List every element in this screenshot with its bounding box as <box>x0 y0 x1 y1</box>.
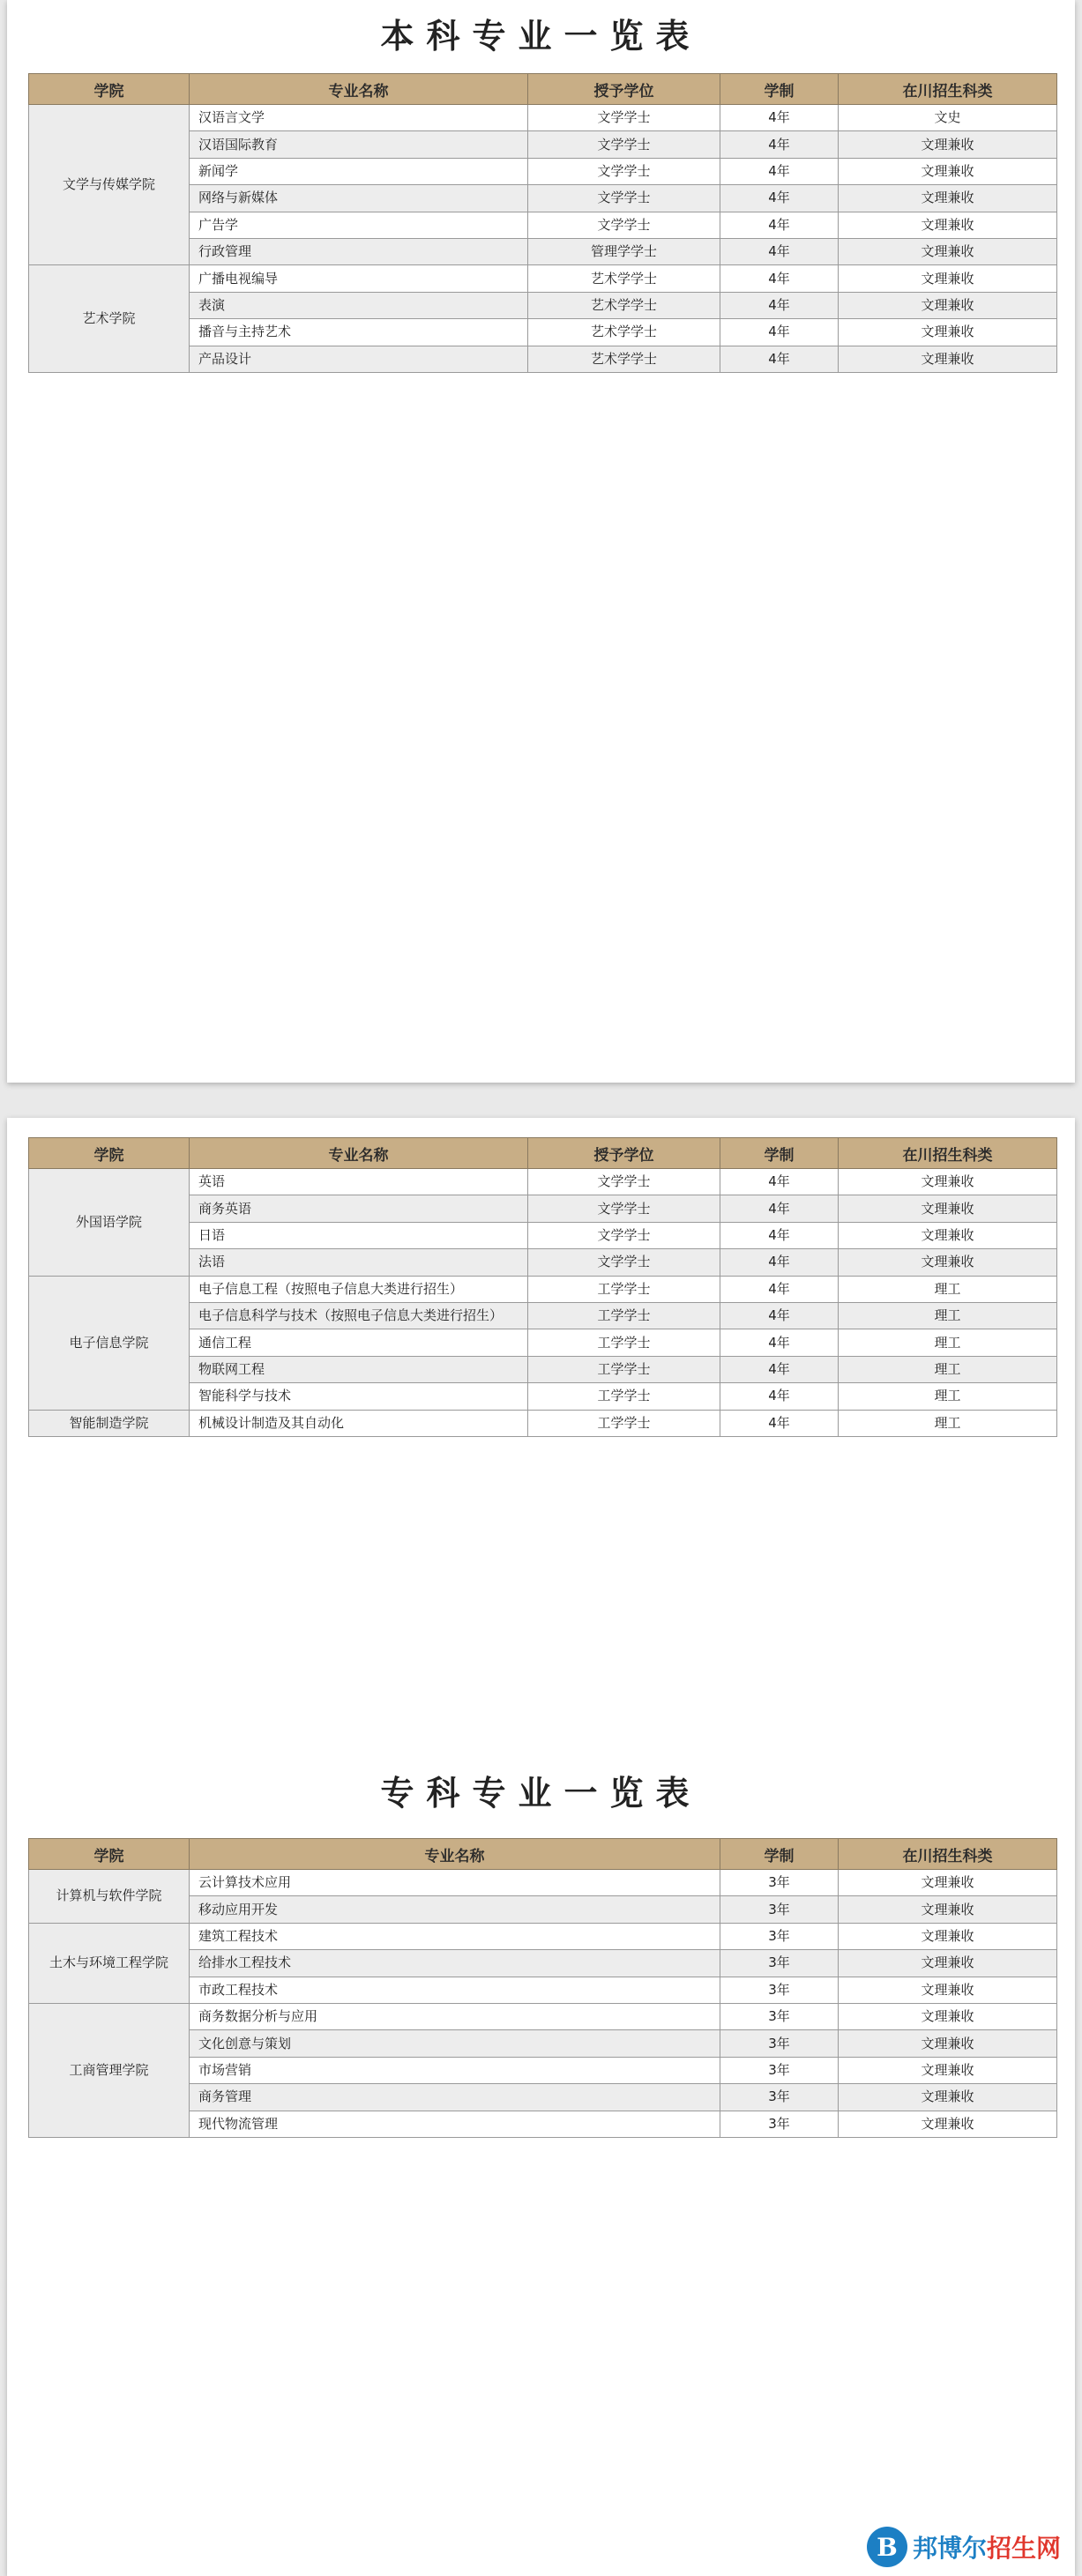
major-cell: 智能科学与技术 <box>190 1383 528 1410</box>
major-cell: 市政工程技术 <box>190 1977 720 2003</box>
category-cell: 文理兼收 <box>839 319 1057 346</box>
category-cell: 文理兼收 <box>839 2003 1057 2029</box>
bachelor-table-1 <box>28 73 1057 373</box>
category-cell: 文理兼收 <box>839 1249 1057 1276</box>
major-cell: 电子信息科学与技术（按照电子信息大类进行招生） <box>190 1302 528 1329</box>
duration-cell: 4年 <box>720 265 839 292</box>
header-degree: 授予学位 <box>528 1138 720 1169</box>
duration-cell: 4年 <box>720 319 839 346</box>
category-cell: 理工 <box>839 1410 1057 1436</box>
category-cell: 文理兼收 <box>839 2111 1057 2137</box>
header-category: 在川招生科类 <box>839 74 1057 105</box>
header-duration: 学制 <box>720 74 839 105</box>
degree-cell: 艺术学学士 <box>528 265 720 292</box>
major-cell: 汉语国际教育 <box>190 131 528 158</box>
category-cell: 文理兼收 <box>839 238 1057 264</box>
degree-cell: 工学学士 <box>528 1410 720 1436</box>
duration-cell: 4年 <box>720 1356 839 1382</box>
bachelor-sheet-1 <box>7 0 1075 1083</box>
degree-cell: 工学学士 <box>528 1329 720 1356</box>
college-cell: 文学与传媒学院 <box>29 105 190 265</box>
college-cell: 计算机与软件学院 <box>29 1870 190 1924</box>
header-college: 学院 <box>29 1138 190 1169</box>
degree-cell: 文学学士 <box>528 1169 720 1195</box>
major-cell: 英语 <box>190 1169 528 1195</box>
category-cell: 文史 <box>839 105 1057 131</box>
category-cell: 文理兼收 <box>839 2084 1057 2111</box>
major-cell: 通信工程 <box>190 1329 528 1356</box>
degree-cell: 文学学士 <box>528 185 720 212</box>
major-cell: 法语 <box>190 1249 528 1276</box>
major-cell: 电子信息工程（按照电子信息大类进行招生） <box>190 1276 528 1302</box>
category-cell: 理工 <box>839 1329 1057 1356</box>
category-cell: 文理兼收 <box>839 1222 1057 1248</box>
duration-cell: 3年 <box>720 2057 839 2083</box>
college-cell: 智能制造学院 <box>29 1410 190 1436</box>
major-cell: 日语 <box>190 1222 528 1248</box>
major-cell: 移动应用开发 <box>190 1896 720 1923</box>
major-cell: 产品设计 <box>190 346 528 372</box>
major-cell: 商务管理 <box>190 2084 720 2111</box>
category-cell: 理工 <box>839 1276 1057 1302</box>
major-cell: 广播电视编导 <box>190 265 528 292</box>
major-cell: 文化创意与策划 <box>190 2030 720 2057</box>
duration-cell: 3年 <box>720 2084 839 2111</box>
category-cell: 文理兼收 <box>839 2057 1057 2083</box>
header-duration: 学制 <box>720 1138 839 1169</box>
major-cell: 建筑工程技术 <box>190 1923 720 1949</box>
major-cell: 云计算技术应用 <box>190 1870 720 1896</box>
duration-cell: 3年 <box>720 2111 839 2137</box>
header-degree: 授予学位 <box>528 74 720 105</box>
table-row <box>29 2003 1057 2029</box>
degree-cell: 艺术学学士 <box>528 292 720 318</box>
category-cell: 文理兼收 <box>839 1923 1057 1949</box>
table-row <box>29 105 1057 131</box>
college-cell: 外国语学院 <box>29 1169 190 1277</box>
table-row <box>29 1169 1057 1195</box>
major-cell: 商务英语 <box>190 1195 528 1222</box>
degree-cell: 文学学士 <box>528 1222 720 1248</box>
associate-table <box>28 1838 1057 2138</box>
major-cell: 市场营销 <box>190 2057 720 2083</box>
duration-cell: 4年 <box>720 346 839 372</box>
college-cell: 艺术学院 <box>29 265 190 373</box>
category-cell: 文理兼收 <box>839 212 1057 238</box>
duration-cell: 4年 <box>720 1383 839 1410</box>
duration-cell: 4年 <box>720 1249 839 1276</box>
header-major: 专业名称 <box>190 1138 528 1169</box>
category-cell: 文理兼收 <box>839 1950 1057 1977</box>
major-cell: 新闻学 <box>190 158 528 184</box>
duration-cell: 4年 <box>720 105 839 131</box>
site-watermark <box>867 2527 1061 2567</box>
duration-cell: 4年 <box>720 1169 839 1195</box>
duration-cell: 4年 <box>720 1195 839 1222</box>
degree-cell: 文学学士 <box>528 1195 720 1222</box>
category-cell: 文理兼收 <box>839 185 1057 212</box>
degree-cell: 文学学士 <box>528 212 720 238</box>
duration-cell: 3年 <box>720 1923 839 1949</box>
major-cell: 表演 <box>190 292 528 318</box>
duration-cell: 3年 <box>720 1977 839 2003</box>
duration-cell: 4年 <box>720 185 839 212</box>
duration-cell: 4年 <box>720 238 839 264</box>
table-row <box>29 265 1057 292</box>
duration-cell: 4年 <box>720 1222 839 1248</box>
bachelor-title: 本科专业一览表 <box>380 17 702 56</box>
table-header-row <box>29 74 1057 105</box>
category-cell: 文理兼收 <box>839 265 1057 292</box>
category-cell: 理工 <box>839 1356 1057 1382</box>
watermark-accent: 招生网 <box>986 2534 1061 2563</box>
category-cell: 理工 <box>839 1302 1057 1329</box>
sheet-2 <box>7 1118 1075 2576</box>
category-cell: 文理兼收 <box>839 346 1057 372</box>
table-row <box>29 1410 1057 1436</box>
duration-cell: 4年 <box>720 131 839 158</box>
major-cell: 广告学 <box>190 212 528 238</box>
category-cell: 文理兼收 <box>839 1896 1057 1923</box>
category-cell: 文理兼收 <box>839 158 1057 184</box>
degree-cell: 艺术学学士 <box>528 346 720 372</box>
college-cell: 电子信息学院 <box>29 1276 190 1410</box>
table-row <box>29 1870 1057 1896</box>
duration-cell: 4年 <box>720 292 839 318</box>
logo-icon: B <box>867 2527 907 2567</box>
college-cell: 土木与环境工程学院 <box>29 1923 190 2003</box>
degree-cell: 艺术学学士 <box>528 319 720 346</box>
header-duration: 学制 <box>720 1839 839 1870</box>
degree-cell: 工学学士 <box>528 1356 720 1382</box>
table-header-row <box>29 1839 1057 1870</box>
bachelor-table-2 <box>28 1137 1057 1437</box>
duration-cell: 3年 <box>720 1870 839 1896</box>
table-header-row <box>29 1138 1057 1169</box>
table-row <box>29 1923 1057 1949</box>
duration-cell: 4年 <box>720 1410 839 1436</box>
major-cell: 行政管理 <box>190 238 528 264</box>
major-cell: 机械设计制造及其自动化 <box>190 1410 528 1436</box>
header-college: 学院 <box>29 74 190 105</box>
category-cell: 文理兼收 <box>839 2030 1057 2057</box>
degree-cell: 文学学士 <box>528 131 720 158</box>
major-cell: 网络与新媒体 <box>190 185 528 212</box>
category-cell: 文理兼收 <box>839 292 1057 318</box>
major-cell: 播音与主持艺术 <box>190 319 528 346</box>
header-college: 学院 <box>29 1839 190 1870</box>
associate-title: 专科专业一览表 <box>380 1774 702 1813</box>
category-cell: 文理兼收 <box>839 1169 1057 1195</box>
degree-cell: 工学学士 <box>528 1276 720 1302</box>
duration-cell: 3年 <box>720 2030 839 2057</box>
duration-cell: 4年 <box>720 212 839 238</box>
degree-cell: 文学学士 <box>528 1249 720 1276</box>
category-cell: 文理兼收 <box>839 131 1057 158</box>
degree-cell: 文学学士 <box>528 105 720 131</box>
degree-cell: 文学学士 <box>528 158 720 184</box>
duration-cell: 3年 <box>720 1896 839 1923</box>
duration-cell: 3年 <box>720 2003 839 2029</box>
category-cell: 文理兼收 <box>839 1977 1057 2003</box>
major-cell: 商务数据分析与应用 <box>190 2003 720 2029</box>
degree-cell: 管理学学士 <box>528 238 720 264</box>
degree-cell: 工学学士 <box>528 1383 720 1410</box>
category-cell: 文理兼收 <box>839 1870 1057 1896</box>
duration-cell: 4年 <box>720 1276 839 1302</box>
header-major: 专业名称 <box>190 74 528 105</box>
header-category: 在川招生科类 <box>839 1839 1057 1870</box>
duration-cell: 3年 <box>720 1950 839 1977</box>
header-category: 在川招生科类 <box>839 1138 1057 1169</box>
major-cell: 汉语言文学 <box>190 105 528 131</box>
duration-cell: 4年 <box>720 1329 839 1356</box>
category-cell: 理工 <box>839 1383 1057 1410</box>
watermark-name: 邦博尔 <box>912 2534 987 2563</box>
major-cell: 给排水工程技术 <box>190 1950 720 1977</box>
duration-cell: 4年 <box>720 158 839 184</box>
major-cell: 物联网工程 <box>190 1356 528 1382</box>
duration-cell: 4年 <box>720 1302 839 1329</box>
college-cell: 工商管理学院 <box>29 2003 190 2137</box>
degree-cell: 工学学士 <box>528 1302 720 1329</box>
major-cell: 现代物流管理 <box>190 2111 720 2137</box>
watermark-text <box>913 2529 1061 2565</box>
table-row <box>29 1276 1057 1302</box>
header-major: 专业名称 <box>190 1839 720 1870</box>
category-cell: 文理兼收 <box>839 1195 1057 1222</box>
